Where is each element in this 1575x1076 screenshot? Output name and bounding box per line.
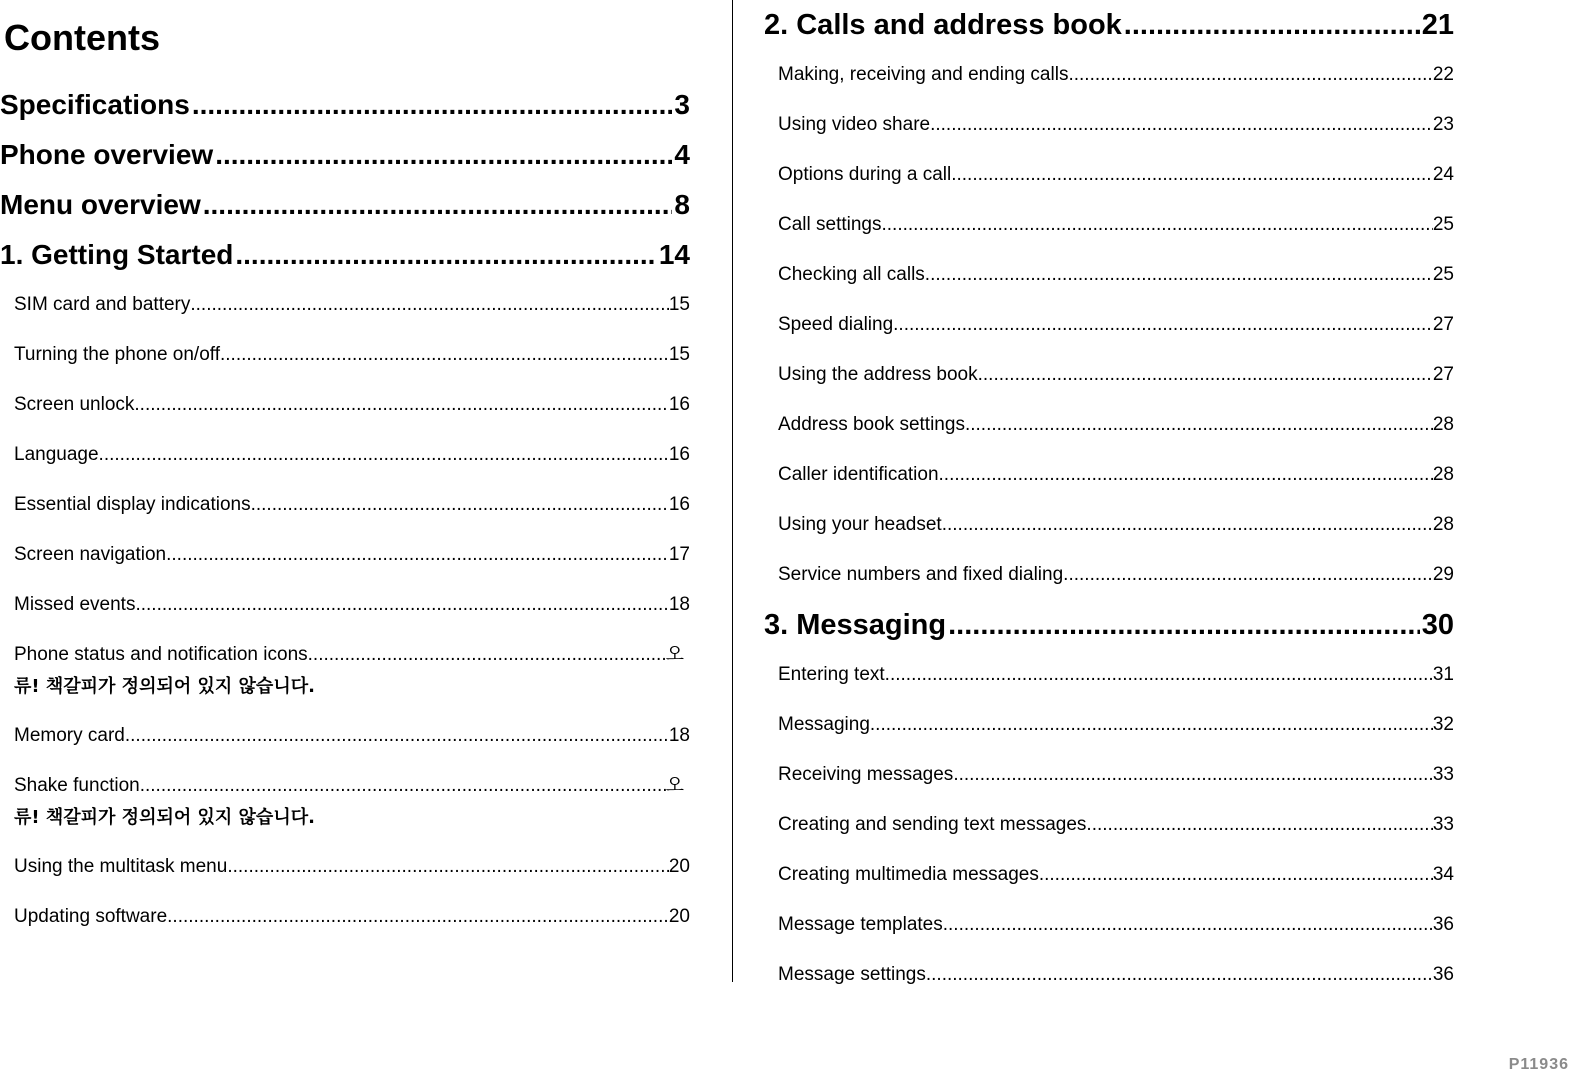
toc-item[interactable] (764, 250, 1454, 300)
dot-leader (125, 711, 669, 761)
toc-item-label: Messaging (778, 714, 870, 735)
bookmark-error-text: 오 (665, 644, 684, 665)
toc-page-number: 27 (1432, 314, 1454, 335)
toc-heading-label: Specifications (0, 89, 190, 120)
dot-leader (965, 400, 1433, 450)
toc-item[interactable] (0, 380, 690, 430)
toc-heading-phone-overview[interactable] (0, 130, 690, 180)
toc-heading-messaging[interactable] (764, 600, 1454, 650)
toc-page-number: 36 (1432, 964, 1454, 985)
dot-leader (1068, 50, 1432, 100)
toc-page-number: 16 (668, 394, 690, 415)
toc-item-label: Screen navigation (14, 544, 167, 565)
dot-leader (308, 636, 666, 673)
toc-item[interactable] (764, 800, 1454, 850)
toc-heading-label: 3. Messaging (764, 609, 947, 641)
toc-page-number: 18 (668, 725, 690, 746)
toc-item-label: Language (14, 444, 99, 465)
toc-page-number: 15 (668, 294, 690, 315)
page-title: Contents (4, 17, 160, 58)
dot-leader (1086, 800, 1432, 850)
toc-item[interactable] (764, 450, 1454, 500)
page-code: P11936 (1508, 1056, 1569, 1073)
toc-item-label: Options during a call (778, 164, 952, 185)
toc-item-label: Updating software (14, 906, 168, 927)
toc-item[interactable] (764, 900, 1454, 950)
toc-item[interactable] (764, 700, 1454, 750)
toc-page-number: 18 (668, 594, 690, 615)
dot-leader (926, 950, 1433, 1000)
dot-leader (140, 767, 666, 804)
toc-item[interactable] (764, 150, 1454, 200)
dot-leader (192, 80, 673, 130)
toc-page-number: 14 (658, 239, 690, 270)
toc-item-label: Checking all calls (778, 264, 925, 285)
toc-page-number: 28 (1432, 414, 1454, 435)
toc-item-label: Essential display indications (14, 494, 251, 515)
toc-item[interactable] (0, 480, 690, 530)
toc-item-label: Creating multimedia messages (778, 864, 1039, 885)
toc-item[interactable] (764, 650, 1454, 700)
dot-leader (1039, 850, 1433, 900)
toc-page-number: 32 (1432, 714, 1454, 735)
toc-page-number: 17 (668, 544, 690, 565)
toc-page-number: 23 (1432, 114, 1454, 135)
toc-item-label: Service numbers and fixed dialing (778, 564, 1064, 585)
dot-leader (951, 150, 1433, 200)
toc-page-number: 28 (1432, 514, 1454, 535)
toc-page-number: 22 (1432, 64, 1454, 85)
dot-leader (893, 300, 1433, 350)
toc-page-number: 27 (1432, 364, 1454, 385)
toc-page-number: 15 (668, 344, 690, 365)
toc-right-column (764, 0, 1454, 1000)
toc-item-label: Call settings (778, 214, 882, 235)
toc-item-label: Using the address book (778, 364, 978, 385)
toc-item[interactable] (764, 50, 1454, 100)
toc-page-number: 31 (1432, 664, 1454, 685)
dot-leader (215, 130, 672, 180)
dot-leader (227, 842, 669, 892)
toc-page-number: 28 (1432, 464, 1454, 485)
dot-leader (135, 580, 668, 630)
toc-page-number: 29 (1432, 564, 1454, 585)
toc-item-bookmark-error[interactable] (0, 761, 690, 842)
toc-heading-label: 2. Calls and address book (764, 9, 1122, 41)
toc-page-number: 21 (1421, 9, 1454, 41)
toc-item[interactable] (764, 400, 1454, 450)
toc-page-number: 36 (1432, 914, 1454, 935)
toc-heading-label: Phone overview (0, 139, 214, 170)
toc-item-label: Making, receiving and ending calls (778, 64, 1069, 85)
toc-page-number: 33 (1432, 814, 1454, 835)
toc-item[interactable] (764, 500, 1454, 550)
toc-item-label: Shake function (14, 775, 140, 796)
toc-item[interactable] (0, 892, 690, 942)
toc-item-label: Missed events (14, 594, 136, 615)
dot-leader (99, 430, 669, 480)
dot-leader (1124, 0, 1420, 50)
toc-item[interactable] (0, 280, 690, 330)
toc-item[interactable] (0, 330, 690, 380)
toc-item[interactable] (764, 750, 1454, 800)
dot-leader (942, 500, 1433, 550)
toc-page-number: 30 (1421, 609, 1454, 641)
toc-page-number: 20 (668, 856, 690, 877)
toc-item[interactable] (764, 350, 1454, 400)
toc-page-number: 34 (1432, 864, 1454, 885)
dot-leader (870, 700, 1433, 750)
bookmark-error-text: 오 (665, 775, 684, 796)
toc-item-label: Speed dialing (778, 314, 894, 335)
toc-heading-specifications[interactable] (0, 80, 690, 130)
toc-heading-calls-address-book[interactable] (764, 0, 1454, 50)
toc-item[interactable] (764, 300, 1454, 350)
toc-item-label: Phone status and notification icons (14, 644, 308, 665)
toc-item-label: SIM card and battery (14, 294, 191, 315)
toc-item-label: Message templates (778, 914, 943, 935)
toc-item-label: Memory card (14, 725, 125, 746)
toc-item-label: Creating and sending text messages (778, 814, 1087, 835)
toc-heading-label: Menu overview (0, 189, 201, 220)
dot-leader (948, 600, 1420, 650)
bookmark-error-text: 류! 책갈피가 정의되어 있지 않습니다. (14, 807, 315, 828)
toc-page-number: 16 (668, 494, 690, 515)
toc-page-number: 16 (668, 444, 690, 465)
toc-page-number: 24 (1432, 164, 1454, 185)
dot-leader (978, 350, 1433, 400)
dot-leader (167, 892, 669, 942)
toc-page-number: 3 (674, 89, 690, 120)
toc-item[interactable] (764, 850, 1454, 900)
dot-leader (939, 450, 1433, 500)
toc-item-label: Entering text (778, 664, 885, 685)
toc-heading-label: 1. Getting Started (0, 239, 234, 270)
dot-leader (1063, 550, 1433, 600)
bookmark-error-text: 류! 책갈피가 정의되어 있지 않습니다. (14, 676, 315, 697)
toc-item-label: Receiving messages (778, 764, 954, 785)
toc-page-number: 33 (1432, 764, 1454, 785)
column-divider (732, 0, 733, 982)
toc-item[interactable] (764, 950, 1454, 1000)
toc-item-label: Message settings (778, 964, 926, 985)
toc-page-number: 25 (1432, 214, 1454, 235)
dot-leader (235, 230, 656, 280)
toc-page-number: 4 (674, 139, 690, 170)
toc-item-label: Using your headset (778, 514, 942, 535)
toc-item-label: Turning the phone on/off (14, 344, 220, 365)
dot-leader (953, 750, 1433, 800)
toc-heading-getting-started[interactable] (0, 230, 690, 280)
toc-item-label: Screen unlock (14, 394, 135, 415)
dot-leader (134, 380, 668, 430)
toc-item-bookmark-error[interactable] (0, 630, 690, 711)
dot-leader (203, 180, 673, 230)
toc-item[interactable] (0, 711, 690, 761)
toc-item[interactable] (764, 100, 1454, 150)
dot-leader (930, 100, 1433, 150)
toc-item[interactable] (764, 550, 1454, 600)
toc-page-number: 20 (668, 906, 690, 927)
dot-leader (166, 530, 669, 580)
dot-leader (943, 900, 1433, 950)
dot-leader (190, 280, 668, 330)
toc-item[interactable] (0, 430, 690, 480)
toc-item-label: Using video share (778, 114, 931, 135)
toc-page-number: 25 (1432, 264, 1454, 285)
dot-leader (925, 250, 1433, 300)
toc-item-label: Using the multitask menu (14, 856, 228, 877)
toc-item-label: Address book settings (778, 414, 965, 435)
dot-leader (251, 480, 669, 530)
toc-item[interactable] (0, 530, 690, 580)
dot-leader (220, 330, 669, 380)
toc-item[interactable] (0, 842, 690, 892)
dot-leader (885, 650, 1433, 700)
toc-item[interactable] (0, 580, 690, 630)
toc-page-number: 8 (674, 189, 690, 220)
toc-heading-menu-overview[interactable] (0, 180, 690, 230)
dot-leader (882, 200, 1433, 250)
toc-item-label: Caller identification (778, 464, 939, 485)
toc-left-column (0, 80, 690, 942)
toc-item[interactable] (764, 200, 1454, 250)
